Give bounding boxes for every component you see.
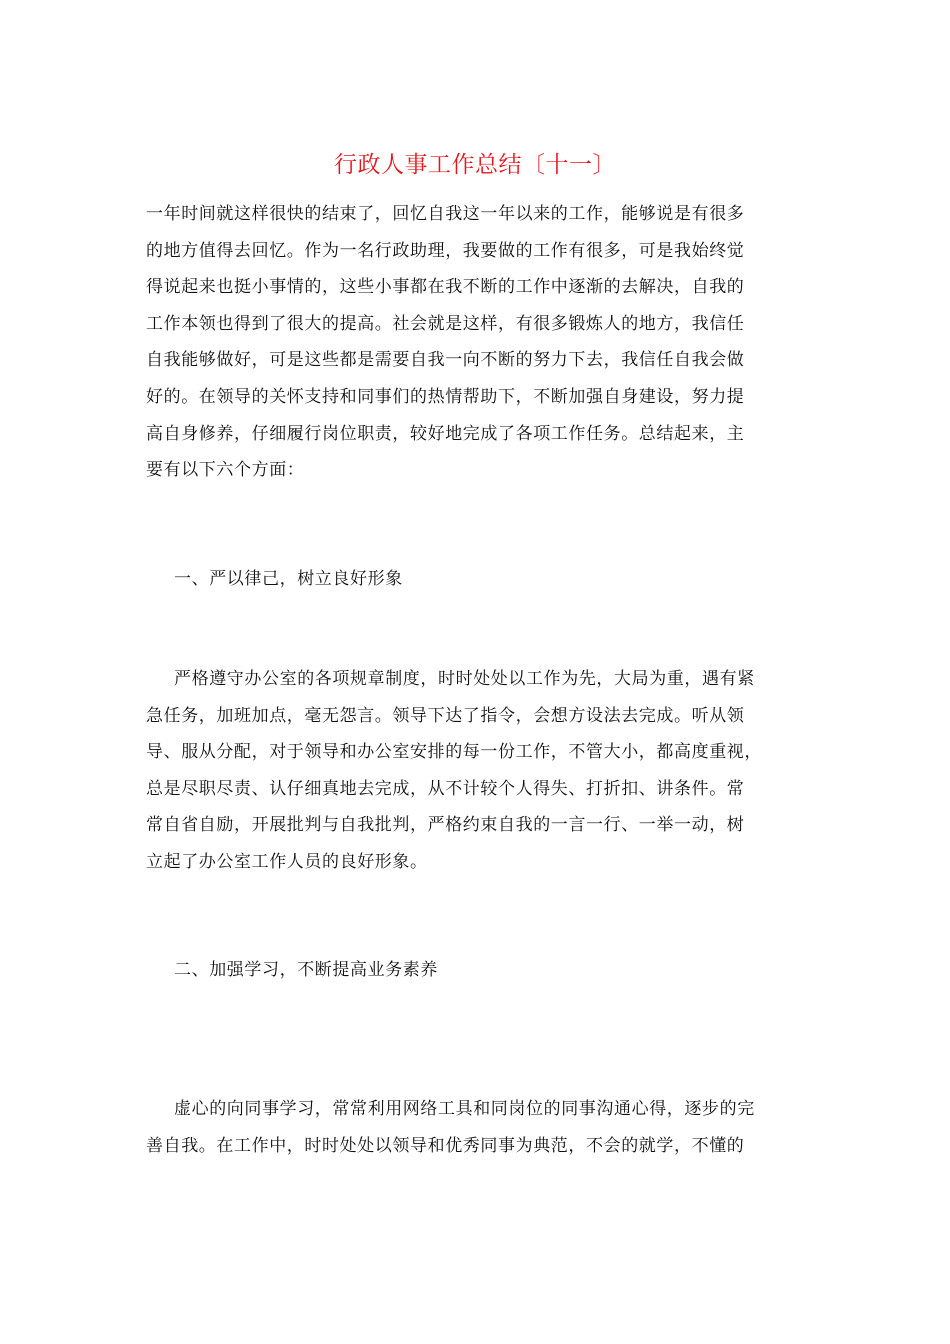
section-1-line: 立起了办公室工作人员的良好形象。 [146,851,428,872]
intro-line: 工作本领也得到了很大的提高。社会就是这样，有很多锻炼人的地方，我信任 [146,313,745,334]
intro-paragraph [146,196,806,489]
section-1-line: 总是尽职尽责、认仔细真地去完成，从不计较个人得失、打折扣、讲条件。常 [146,778,745,799]
intro-line: 高自身修养，仔细履行岗位职责，较好地完成了各项工作任务。总结起来，主 [146,423,745,444]
section-1-line: 严格遵守办公室的各项规章制度，时时处处以工作为先，大局为重，遇有紧 [174,669,755,689]
intro-line: 要有以下六个方面： [146,460,305,481]
section-1-line: 急任务，加班加点，毫无怨言。领导下达了指令，会想方设法去完成。听从领 [146,705,745,726]
section-1-line: 导、服从分配，对于领导和办公室安排的每一份工作，不管大小，都高度重视， [146,742,762,763]
section-heading-2: 二、加强学习，不断提高业务素养 [174,960,438,980]
section-1-line: 常自省自励，开展批判与自我批判，严格约束自我的一言一行、一举一动，树 [146,815,745,836]
section-heading-1: 一、严以律己，树立良好形象 [174,569,403,589]
document-title: 行政人事工作总结〔十一〕 [334,152,616,178]
intro-line: 的地方值得去回忆。作为一名行政助理，我要做的工作有很多，可是我始终觉 [146,240,745,261]
intro-line: 好的。在领导的关怀支持和同事们的热情帮助下，不断加强自身建设，努力提 [146,386,745,407]
section-2-paragraph [146,1091,806,1164]
section-2-line: 虚心的向同事学习，常常利用网络工具和同岗位的同事沟通心得，逐步的完 [174,1099,755,1119]
intro-line: 得说起来也挺小事情的，这些小事都在我不断的工作中逐渐的去解决，自我的 [146,277,745,298]
section-2-line: 善自我。在工作中，时时处处以领导和优秀同事为典范，不会的就学，不懂的 [146,1135,745,1156]
section-1-paragraph [146,661,806,881]
intro-line: 一年时间就这样很快的结束了，回忆自我这一年以来的工作，能够说是有很多 [146,204,745,224]
intro-line: 自我能够做好，可是这些都是需要自我一向不断的努力下去，我信任自我会做 [146,350,745,371]
